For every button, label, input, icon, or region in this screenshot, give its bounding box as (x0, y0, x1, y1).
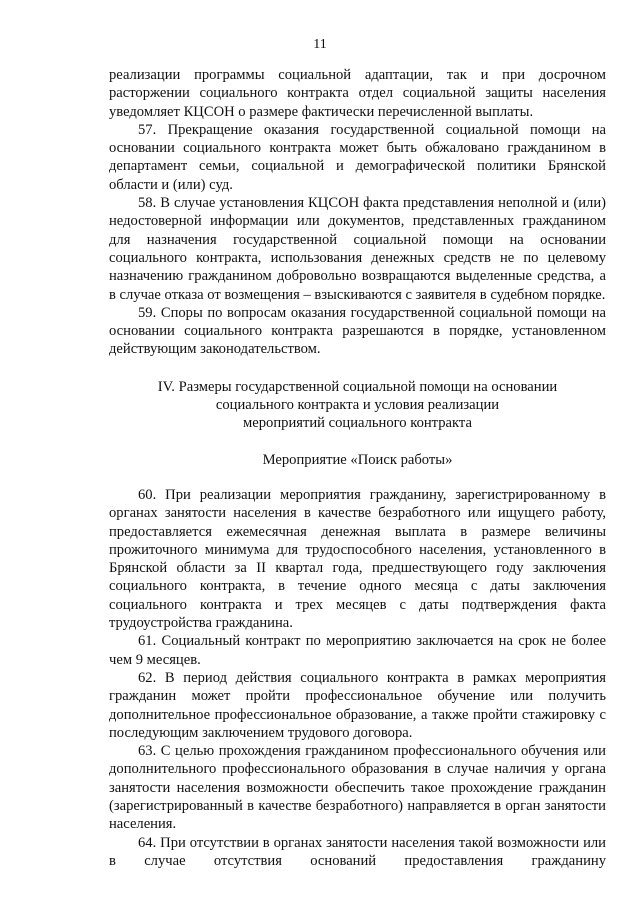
paragraph-60: 60. При реализации мероприятия гражданину, зарегистрированному в органах занятости населения в качестве безработного или ищущего работу, предоставляется ежемесячная денежная выплата в размере величины прожиточного минимума для трудоспособного населения, установленного в Брянской области за II квартал года, предшествующего году заключения социального контракта, в течение одного месяца с даты заключения социального контракта и трех месяцев с даты подтверждения факта трудоустройства гражданина. (109, 486, 606, 632)
paragraph-57: 57. Прекращение оказания государственной социальной помощи на основании социального контракта может быть обжаловано гражданином в департамент семьи, социальной и демографической политики Брянской области и (или) суд. (109, 121, 606, 193)
paragraph-62: 62. В период действия социального контракта в рамках мероприятия гражданин может пройти профессиональное обучение или получить дополнительное профессиональное образование, а также пройти стажировку с последующим заключением трудового договора. (109, 669, 606, 741)
page-number: 11 (313, 37, 327, 52)
paragraph-63: 63. С целью прохождения гражданином профессионального обучения или дополнительного профессионального образования в случае наличия у органа занятости населения возможности обеспечить такое прохождение гражданин (зарегистрированный в качестве безработного) направляется в орган занятости населения. (109, 743, 606, 833)
paragraph-59: 59. Споры по вопросам оказания государственной социальной помощи на основании социального контракта разрешаются в порядке, установленном действующим законодательством. (109, 304, 606, 358)
section-heading-line-1: IV. Размеры государственной социальной помощи на основании (157, 378, 558, 395)
section-heading (109, 378, 606, 433)
paragraph-58: 58. В случае установления КЦСОН факта представления неполной и (или) недостоверной информации или документов, представленных гражданином для назначения государственной социальной помощи на основании социального контракта, использования денежных средств не по целевому назначению гражданином добровольно возвращаются выделенные средства, а в случае отказа от возмещения – взыскиваются с заявителя в судебном порядке. (109, 195, 606, 303)
document-body (109, 66, 606, 870)
section-heading-line-2: социального контракта и условия реализации (215, 397, 500, 414)
subsection-heading: Мероприятие «Поиск работы» (262, 451, 453, 468)
section-heading-line-3: мероприятий социального контракта (243, 415, 472, 432)
paragraph-continuation: реализации программы социальной адаптации, так и при досрочном расторжении социального контракта отдел социальной защиты населения уведомляет КЦСОН о размере фактически перечисленной выплаты. (109, 67, 606, 120)
paragraph-64: 64. При отсутствии в органах занятости населения такой возможности или в случае отсутствия оснований предоставления гражданину (109, 834, 606, 869)
paragraph-61: 61. Социальный контракт по мероприятию заключается на срок не более чем 9 месяцев. (109, 633, 606, 668)
